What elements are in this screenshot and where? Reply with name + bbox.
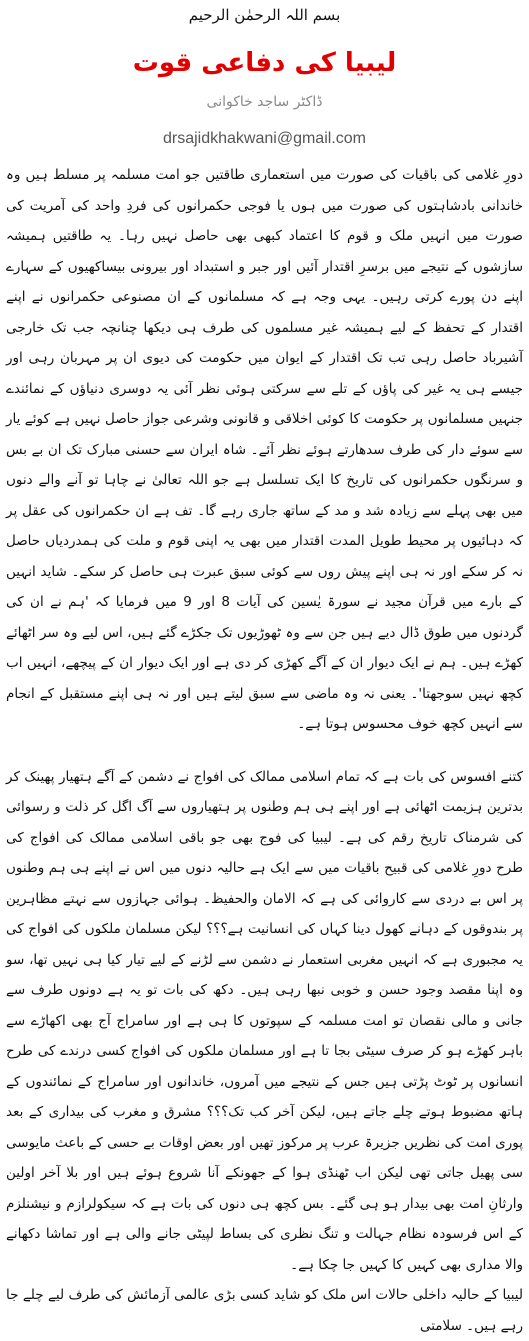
- basmala-heading: بسم اللہ الرحمٰن الرحیم: [188, 6, 341, 24]
- paragraph: لیبیا کے حالیہ داخلی حالات اس ملک کو شاید کسی بڑی عالمی آزمائش کی طرف لیے چلے جا رہے ہیں۔ سلامتی: [6, 1287, 523, 1334]
- author-name: ڈاکٹر ساجد خاکوانی: [206, 94, 323, 110]
- article-body: [6, 160, 523, 1341]
- paragraph: دورِ غلامی کی باقیات کی صورت میں استعماری طاقتیں جو امت مسلمہ پر مسلط ہیں وہ خاندانی بادشاہتوں کی صورت میں ہوں یا فوجی حکمرانوں کی فردِ واحد کی آمریت کی صورت میں انہیں ملک و قوم کا اعتماد کبھی بھی حاصل نہیں رہا۔ یہ طاقتیں ہمیشہ سازشوں کے نتیجے میں برسرِ اقتدار آئیں اور جبر و استبداد اور بیرونی بیساکھیوں کے سہارے اپنے دن پورے کرتی رہیں۔ یہی وجہ ہے کہ مسلمانوں کے ان مصنوعی حکمرانوں نے اپنے اقتدار کے تحفظ کے لیے ہمیشہ غیر مسلموں کی طرف ہی دیکھا چنانچہ جب تک خارجی آشیرباد حاصل رہی تب تک اقتدار کے ایوان میں حکومت کی دیوی ان پر مہربان رہی اور جیسے ہی یہ غیر کی پاؤں کے تلے سے سرکتی ہوئی نظر آئی یہ دوسری دنیاؤں کے نمائندے جنہیں مسلمانوں پر حکومت کا کوئی اخلاقی و قانونی وشرعی جواز حاصل نہیں ہے کوئے یار سے سوئے دار کی طرف سدھارتے ہوئے نظر آئے۔ شاہ ایران سے حسنی مبارک تک ان بے بس و سرنگوں حکمرانوں کی تاریخ کا ایک تسلسل ہے جو اللہ تعالیٰ نے چاہا تو آنے والے دنوں میں بھی پہلے سے زیادہ شد و مد کے ساتھ جاری رہے گا۔ تف ہے ان حکمرانوں کی عقل پر کہ دہائیوں پر محیط طویل المدت اقتدار میں بھی یہ اپنی قوم و ملت کی ہمدردیاں حاصل نہ کر سکے اور نہ ہی اپنے پیش روں سے کوئی سبق عبرت ہی حاصل کر سکے۔ شاید انہیں کے بارے میں قرآن مجید نے سورۃ یٰسین کی آیات 8 اور 9 میں فرمایا کہ 'ہم نے ان کی گردنوں میں طوق ڈال دیے ہیں جن سے وہ ٹھوڑیوں تک جکڑے گئے ہیں، اس لیے وہ سر اٹھائے کھڑے ہیں۔ ہم نے ایک دیوار ان کے آگے کھڑی کر دی ہے اور ایک دیوار ان کے پیچھے، انہیں اب کچھ نہیں سوجھتا'۔ یعنی نہ وہ ماضی سے سبق لیتے ہیں اور نہ ہی اپنے مستقبل کے انجام سے انہیں کچھ خوف محسوس ہوتا ہے۔: [6, 167, 523, 732]
- paragraph: کتنے افسوس کی بات ہے کہ تمام اسلامی ممالک کی افواج نے دشمن کے آگے ہتھیار پھینک کر بدترین ہزیمت اٹھائی ہے اور اپنے ہی ہم وطنوں پر ہتھیاروں سے آگ اگل کر ذلت و رسوائی کی شرمناک تاریخ رقم کی ہے۔ لیبیا کی فوج بھی جو باقی اسلامی ممالک کی افواج کی طرح دورِ غلامی کی قبیح باقیات میں سے ایک ہے حالیہ دنوں میں اس نے اپنے ہی ہم وطنوں پر اس بے دردی سے کاروائی کی ہے کہ الامان والحفیظ۔ ہوائی جہازوں سے نہتے مظاہرین پر بندوقوں کے دہانے کھول دینا کہاں کی انسانیت ہے؟؟؟ لیکن مسلمان ملکوں کی افواج کی یہ مجبوری ہے کہ انہیں مغربی استعمار نے دشمن سے لڑنے کے لیے تیار کیا ہی نہیں تھا، سو وہ اپنا مقصد وجود حسن و خوبی نبھا رہی ہیں۔ دکھ کی بات تو یہ ہے دونوں طرف سے جانی و مالی نقصان تو امت مسلمہ کے سپوتوں کا ہی ہے اور سامراج آج بھی اکھاڑے سے باہر کھڑے ہو کر صرف سیٹی بجا تا ہے اور مسلمان ملکوں کی افواج کسی درندے کی طرح انسانوں پر ٹوٹ پڑتی ہیں جس کے نتیجے میں آمروں، خاندانوں اور سامراج کے نمائندوں کے ہاتھ مضبوط ہوتے چلے جاتے ہیں، لیکن آخر کب تک؟؟؟ مشرق و مغرب کی بیداری کے بعد پوری امت کی نظریں جزیرۃ عرب پر مرکوز تھیں اور بعض اوقات بے حسی کے باعث مایوسی سی پھیل جاتی تھی لیکن اب ٹھنڈی ہوا کے جھونکے آنا شروع ہوئے ہیں اور بلا آخر اولین وارثانِ امت بھی بیدار ہو ہی گئے۔ بس کچھ ہی دنوں کی بات ہے کہ سیکولرازم و نیشنلزم کے اس فرسودہ نظام جہالت و تنگ نظری کی بساط لپیٹی جانے والی ہے اور تماشا دکھانے والا مداری بھی کہیں کا کہیں جا چکا ہے۔: [6, 768, 523, 1273]
- article-title: لیبیا کی دفاعی قوت: [132, 48, 397, 78]
- author-email: drsajidkhakwani@gmail.com: [163, 130, 366, 147]
